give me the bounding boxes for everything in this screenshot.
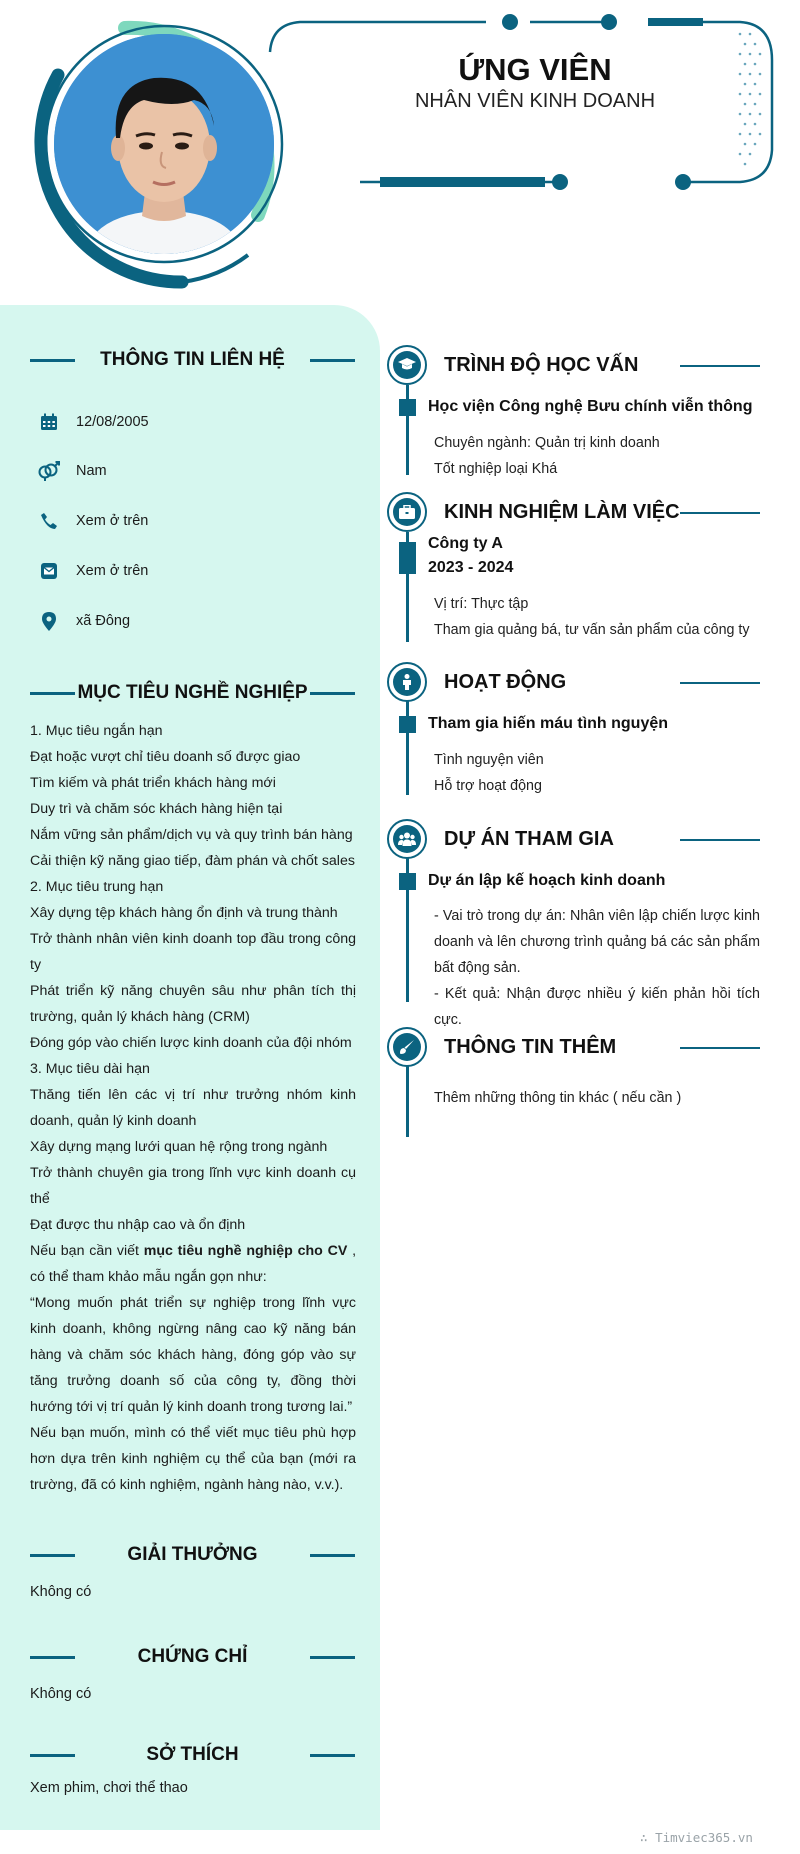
address-value: xã Đông — [76, 613, 131, 629]
hobbies-title: SỞ THÍCH — [146, 1744, 239, 1765]
education-school: Học viện Công nghệ Bưu chính viễn thông — [428, 398, 753, 415]
contact-birthdate — [36, 410, 356, 434]
objective-closing: Nếu bạn muốn, mình có thể viết mục tiêu phù hợp hơn dựa trên kinh nghiệm cụ thể của bạn (mới ra trường, đã có kinh nghiệm, ngành hàng nào, v.v.). — [30, 1425, 356, 1493]
contact-phone — [36, 509, 356, 533]
objective-note-bold: mục tiêu nghề nghiệp cho CV — [143, 1243, 348, 1259]
objective-line: 3. Mục tiêu dài hạn — [30, 1061, 150, 1077]
contact-heading — [30, 347, 355, 373]
section-rule — [680, 839, 760, 841]
heading-bar-right — [310, 692, 355, 695]
objective-title: MỤC TIÊU NGHỀ NGHIỆP — [77, 682, 308, 703]
section-rule — [680, 512, 760, 514]
project-name: Dự án lập kế hoạch kinh doanh — [428, 872, 666, 889]
objective-line: Phát triển kỹ năng chuyên sâu như phân tích thị trường, quản lý khách hàng (CRM) — [30, 983, 356, 1025]
timeline-marker — [399, 716, 416, 733]
briefcase-icon — [393, 498, 421, 526]
heading-bar-left — [30, 692, 75, 695]
additional-text: Thêm những thông tin khác ( nếu cần ) — [434, 1090, 682, 1106]
activities-title: HOẠT ĐỘNG — [444, 671, 567, 693]
project-result: - Kết quả: Nhận được nhiều ý kiến phản hồi tích cực. — [434, 986, 760, 1028]
section-rule — [680, 1047, 760, 1049]
objective-line: Duy trì và chăm sóc khách hàng hiện tại — [30, 801, 283, 817]
experience-period: 2023 - 2024 — [428, 559, 514, 576]
objective-note-prefix: Nếu bạn cần viết — [30, 1243, 144, 1259]
location-pin-icon — [36, 610, 62, 632]
certificates-title: CHỨNG CHỈ — [137, 1646, 248, 1667]
certificates-value: Không có — [30, 1686, 92, 1702]
awards-title: GIẢI THƯỞNG — [127, 1544, 258, 1565]
objective-line: Nắm vững sản phẩm/dịch vụ và quy trình bán hàng — [30, 827, 353, 843]
objective-line: Xây dựng tệp khách hàng ổn định và trung thành — [30, 905, 338, 921]
email-value: Xem ở trên — [76, 563, 149, 579]
watermark-text: Timviec365.vn — [655, 1830, 753, 1845]
activity-line: Tình nguyện viên — [434, 752, 544, 768]
heading-bar-right — [310, 1554, 355, 1557]
objective-line: Trở thành chuyên gia trong lĩnh vực kinh doanh cụ thể — [30, 1165, 356, 1207]
heading-bar-left — [30, 1754, 75, 1757]
education-grade: Tốt nghiệp loại Khá — [434, 461, 558, 477]
objective-line: Đóng góp vào chiến lược kinh doanh của đội nhóm — [30, 1035, 352, 1051]
heading-bar-right — [310, 359, 355, 362]
projects-section-icon — [387, 819, 427, 859]
timeline-marker — [399, 873, 416, 890]
experience-description: Tham gia quảng bá, tư vấn sản phẩm của công ty — [434, 622, 750, 638]
contact-gender — [36, 459, 356, 483]
heading-bar-right — [310, 1656, 355, 1659]
profile-photo — [54, 34, 274, 254]
objective-content — [30, 718, 356, 1498]
awards-heading — [30, 1542, 355, 1568]
heading-bar-left — [30, 1554, 75, 1557]
project-details — [434, 903, 760, 1033]
person-icon — [393, 668, 421, 696]
experience-section-icon — [387, 492, 427, 532]
brush-icon — [393, 1033, 421, 1061]
gender-value: Nam — [76, 463, 107, 479]
candidate-position: NHÂN VIÊN KINH DOANH — [414, 90, 656, 112]
activity-name: Tham gia hiến máu tình nguyện — [428, 715, 669, 732]
experience-title: KINH NGHIỆM LÀM VIỆC — [444, 501, 680, 523]
activity-line: Hỗ trợ hoạt động — [434, 778, 542, 794]
objective-line: Xây dựng mạng lưới quan hệ rộng trong ngành — [30, 1139, 328, 1155]
objective-note — [30, 1238, 356, 1290]
hobbies-value: Xem phim, chơi thể thao — [30, 1780, 188, 1796]
heading-bar-right — [310, 1754, 355, 1757]
objective-quote: “Mong muốn phát triển sự nghiệp trong lĩnh vực kinh doanh, không ngừng nâng cao kỹ năng bán hàng và chăm sóc khách hàng, đóng góp vào sự tăng trưởng doanh số của công ty, đồng thời hướng tới vị trí quản lý kinh doanh trong tương lai.” — [30, 1295, 356, 1415]
activities-section-icon — [387, 662, 427, 702]
group-icon — [393, 825, 421, 853]
education-title: TRÌNH ĐỘ HỌC VẤN — [444, 354, 639, 376]
project-role: - Vai trò trong dự án: Nhân viên lập chiến lược kinh doanh và lên chương trình quảng bá các sản phẩm bất động sản. — [434, 908, 760, 976]
objective-line: Cải thiện kỹ năng giao tiếp, đàm phán và chốt sales — [30, 853, 355, 869]
gender-icon — [36, 460, 62, 482]
candidate-name: ỨNG VIÊN — [458, 52, 612, 87]
objective-line: Tìm kiếm và phát triển khách hàng mới — [30, 775, 276, 791]
objective-line: Thăng tiến lên các vị trí như trưởng nhóm kinh doanh, quản lý kinh doanh — [30, 1087, 356, 1129]
contact-address — [36, 609, 356, 633]
heading-bar-left — [30, 1656, 75, 1659]
additional-section-icon — [387, 1027, 427, 1067]
additional-timeline — [406, 1065, 409, 1137]
section-rule — [680, 682, 760, 684]
objective-line: Trở thành nhân viên kinh doanh top đầu trong công ty — [30, 931, 356, 973]
objective-line: 2. Mục tiêu trung hạn — [30, 879, 164, 895]
objective-line: Đạt được thu nhập cao và ổn định — [30, 1217, 246, 1233]
email-icon — [36, 560, 62, 582]
projects-title: DỰ ÁN THAM GIA — [444, 828, 614, 850]
objective-heading — [30, 680, 355, 706]
activities-timeline — [406, 700, 409, 795]
timeline-marker — [399, 399, 416, 416]
objective-note-suffix: , có thể tham khảo mẫu ngắn gọn như: — [30, 1243, 357, 1285]
watermark: ∴ Timviec365.vn — [640, 1830, 753, 1845]
timeline-marker — [399, 542, 416, 574]
section-rule — [680, 365, 760, 367]
objective-line: Đạt hoặc vượt chỉ tiêu doanh số được giao — [30, 749, 301, 765]
experience-role: Vị trí: Thực tập — [434, 596, 529, 612]
objective-line: 1. Mục tiêu ngắn hạn — [30, 723, 163, 739]
hobbies-heading — [30, 1742, 355, 1768]
graduation-cap-icon — [393, 351, 421, 379]
contact-email — [36, 559, 356, 583]
contact-title: THÔNG TIN LIÊN HỆ — [100, 349, 285, 370]
phone-icon — [36, 510, 62, 532]
heading-bar-left — [30, 359, 75, 362]
awards-value: Không có — [30, 1584, 92, 1600]
phone-value: Xem ở trên — [76, 513, 149, 529]
education-section-icon — [387, 345, 427, 385]
calendar-icon — [36, 411, 62, 433]
education-major: Chuyên ngành: Quản trị kinh doanh — [434, 435, 660, 451]
additional-title: THÔNG TIN THÊM — [444, 1036, 617, 1058]
birthdate-value: 12/08/2005 — [76, 414, 149, 430]
experience-company: Công ty A — [428, 535, 503, 552]
certificates-heading — [30, 1644, 355, 1670]
